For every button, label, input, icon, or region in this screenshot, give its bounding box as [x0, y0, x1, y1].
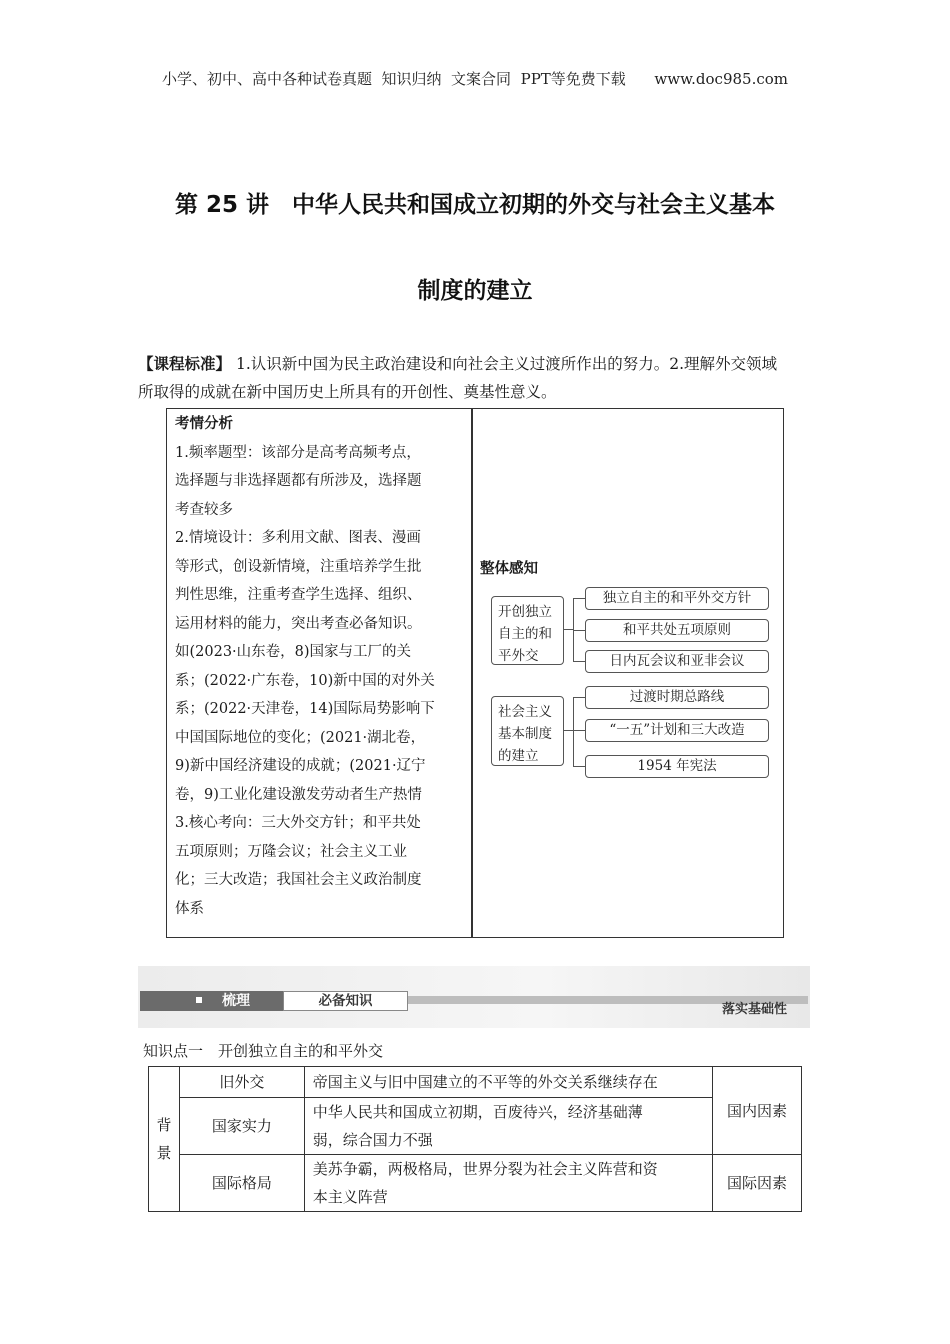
analysis-line: 卷，9)工业化建设激发劳动者生产热情: [175, 786, 422, 803]
category-line: 社会主义: [498, 704, 552, 720]
standard-label: 【课程标准】: [138, 355, 232, 373]
page-title-line2: 制度的建立: [417, 278, 533, 304]
page-header: [0, 68, 950, 89]
analysis-line: 判性思维，注重考查学生选择、组织、: [175, 587, 422, 603]
factor-cell: 国际因素: [713, 1155, 802, 1212]
connector: [573, 697, 585, 698]
knowledge-point-title: 知识点一 开创独立自主的和平外交: [143, 1042, 384, 1060]
analysis-line: 如(2023·山东卷，8)国家与工厂的关: [175, 644, 412, 660]
connector: [573, 661, 585, 662]
group-label-cell: [149, 1067, 180, 1212]
analysis-line: 1.频率题型：该部分是高考高频考点，: [175, 444, 421, 461]
category-line: 开创独立: [498, 604, 552, 620]
standard-line2: 所取得的成就在新中国历史上所具有的开创性、奠基性意义。: [138, 383, 557, 401]
page-title-line1: 第 25 讲 中华人民共和国成立初期的外交与社会主义基本: [174, 192, 776, 218]
item-cell: 旧外交: [179, 1067, 304, 1098]
standard-line1: 1.认识新中国为民主政治建设和向社会主义过渡所作出的努力。2.理解外交领域: [235, 355, 778, 373]
group-label-char: 背: [156, 1116, 172, 1134]
analysis-line: 系；(2022·天津卷，14)国际局势影响下: [175, 701, 435, 717]
desc-line: 本主义阵营: [312, 1188, 388, 1206]
analysis-line: 3.核心考向：三大外交方针；和平共处: [175, 815, 421, 831]
category-line: 自主的和: [498, 626, 552, 642]
course-standard: [138, 350, 818, 406]
item-cell: 国家实力: [179, 1098, 304, 1155]
analysis-line: 选择题与非选择题都有所涉及，选择题: [175, 473, 422, 489]
banner-subtitle: 必备知识: [283, 991, 408, 1011]
item-box: 日内瓦会议和亚非会议: [585, 650, 769, 673]
analysis-line: 考查较多: [175, 501, 233, 518]
category-line: 基本制度: [498, 726, 552, 742]
item-box: 独立自主的和平外交方针: [585, 587, 769, 610]
banner-section: [140, 991, 283, 1011]
connector: [573, 630, 585, 631]
analysis-heading: 考情分析: [175, 416, 233, 432]
analysis-line: 系；(2022·广东卷，10)新中国的对外关: [175, 672, 435, 689]
analysis-line: 化；三大改造；我国社会主义政治制度: [175, 872, 422, 888]
factor-cell: 国内因素: [713, 1067, 802, 1155]
connector: [573, 730, 585, 731]
desc-cell: 帝国主义与旧中国建立的不平等的外交关系继续存在: [304, 1067, 712, 1098]
box-divider: [471, 409, 473, 937]
item-box: “一五”计划和三大改造: [585, 719, 769, 742]
analysis-text: [175, 410, 467, 923]
analysis-line: 运用材料的能力，突出考查必备知识。: [175, 615, 422, 632]
table-row: [149, 1067, 802, 1098]
item-box: 过渡时期总路线: [585, 686, 769, 709]
category-line: 平外交: [498, 648, 539, 664]
analysis-line: 中国国际地位的变化；(2021·湖北卷，: [175, 729, 426, 746]
desc-cell: [304, 1155, 712, 1212]
analysis-line: 9)新中国经济建设的成就；(2021·辽宁: [175, 758, 426, 774]
overview-heading: 整体感知: [480, 561, 538, 577]
table-row: [149, 1098, 802, 1155]
analysis-line: 等形式，创设新情境，注重培养学生批: [175, 558, 422, 575]
category-box-socialism: [491, 696, 564, 766]
table-row: [149, 1155, 802, 1212]
header-site[interactable]: www.doc985.com: [654, 70, 788, 88]
connector: [573, 697, 574, 766]
analysis-line: 体系: [175, 900, 204, 917]
square-bullet-icon: [196, 997, 202, 1003]
connector: [573, 598, 585, 599]
item-cell: 国际格局: [179, 1155, 304, 1212]
category-box-diplomacy: [491, 596, 564, 665]
analysis-line: 五项原则；万隆会议；社会主义工业: [175, 843, 407, 860]
connector: [573, 766, 585, 767]
item-box: 1954 年宪法: [585, 755, 769, 778]
item-box: 和平共处五项原则: [585, 619, 769, 642]
category-line: 的建立: [498, 748, 539, 764]
desc-line: 美苏争霸，两极格局，世界分裂为社会主义阵营和资: [312, 1160, 658, 1178]
banner-right-label: 落实基础性: [722, 1002, 788, 1017]
desc-line: 弱，综合国力不强: [312, 1131, 433, 1149]
group-label-char: 景: [156, 1144, 172, 1162]
desc-cell: [304, 1098, 712, 1155]
analysis-line: 2.情境设计：多利用文献、图表、漫画: [175, 530, 421, 546]
desc-line: 中华人民共和国成立初期，百废待兴，经济基础薄: [312, 1103, 643, 1121]
header-text: 小学、初中、高中各种试卷真题 知识归纳 文案合同 PPT等免费下载: [161, 70, 626, 88]
background-table: [148, 1066, 802, 1212]
banner-section-label: 梳理: [222, 993, 250, 1009]
